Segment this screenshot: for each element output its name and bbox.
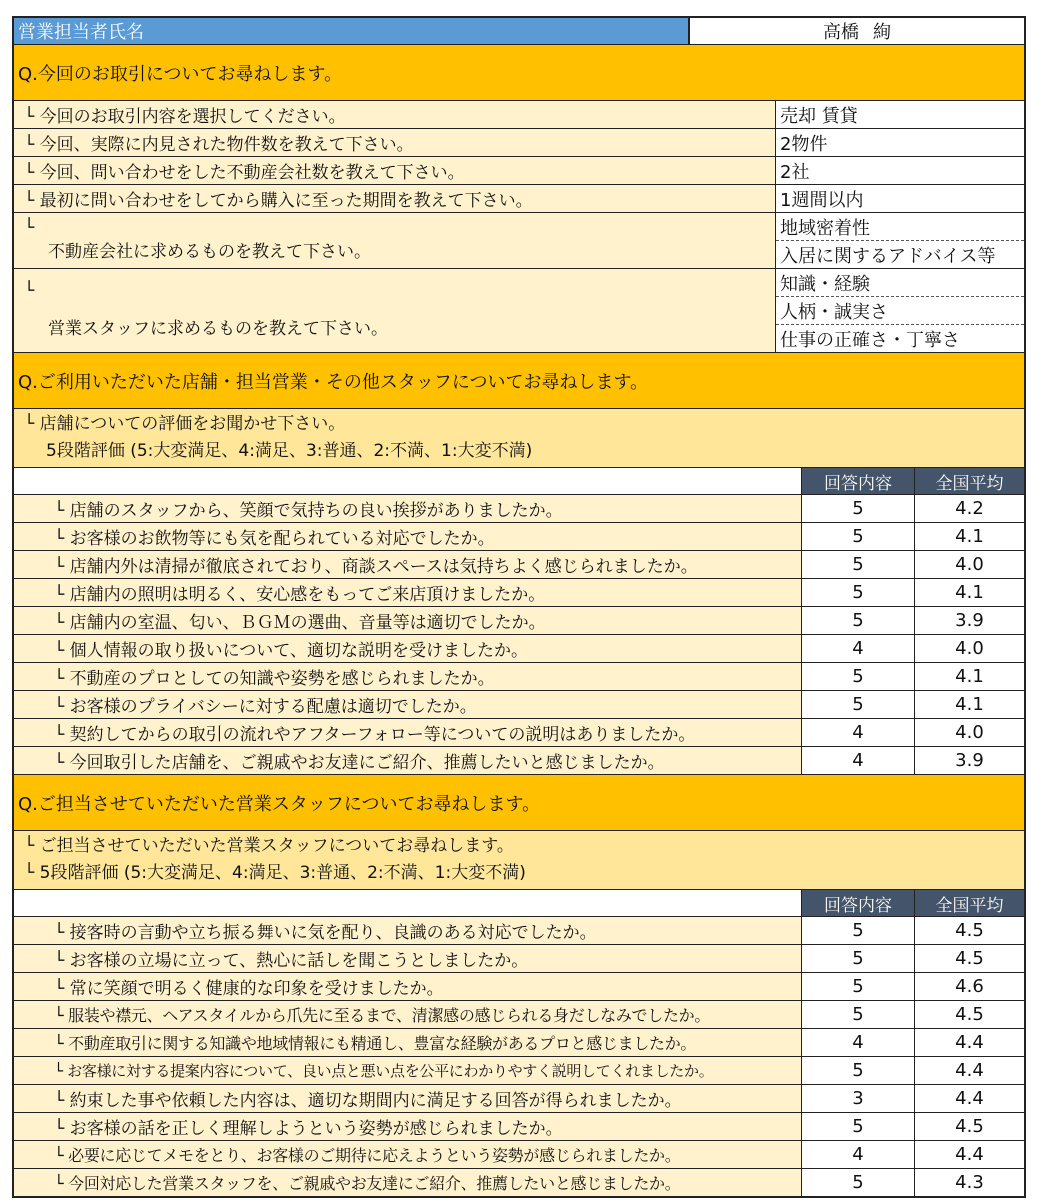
staff-name-value	[690, 18, 1024, 44]
info-row	[14, 101, 1024, 129]
info-value: 2物件	[776, 129, 1024, 156]
question: └ お客様の立場に立って、熱心に話しを聞こうとしましたか。	[14, 945, 802, 972]
table-row	[14, 1141, 1024, 1169]
question: └ 服装や襟元、ヘアスタイルから爪先に至るまで、清潔感の感じられる身だしなみでしたか。	[14, 1001, 802, 1028]
answer: 5	[802, 1113, 914, 1140]
answer: 5	[802, 1001, 914, 1028]
question: └ 契約してからの取引の流れやアフターフォロー等についての説明はありましたか。	[14, 719, 802, 746]
staff-eval-table	[14, 917, 1024, 1196]
branch-mark: └	[24, 281, 35, 301]
info-label	[14, 269, 776, 352]
intro-line: └ 5段階評価 (5:大変満足、4:満足、3:普通、2:不満、1:大変不満)	[24, 863, 526, 883]
average: 4.4	[914, 1029, 1024, 1056]
average: 3.9	[914, 607, 1024, 634]
average: 4.5	[914, 945, 1024, 972]
staff-first-name: 絢	[873, 22, 891, 43]
answer: 5	[802, 579, 914, 606]
question: └ 接客時の言動や立ち振る舞いに気を配り、良識のある対応でしたか。	[14, 917, 802, 944]
header-row	[14, 18, 1024, 45]
question: └ 店舗内の照明は明るく、安心感をもってご来店頂けましたか。	[14, 579, 802, 606]
average: 4.1	[914, 523, 1024, 550]
info-label: └ 今回のお取引内容を選択してください。	[14, 101, 776, 128]
average: 4.4	[914, 1057, 1024, 1084]
average: 4.3	[914, 1169, 1024, 1196]
answer-column-header: 回答内容	[802, 468, 914, 494]
column-header-row	[14, 890, 1024, 917]
answer: 5	[802, 917, 914, 944]
info-label: └ 今回、問い合わせをした不動産会社数を教えて下さい。	[14, 157, 776, 184]
question: └ 今回取引した店舗を、ご親戚やお友達にご紹介、推薦したいと感じましたか。	[14, 747, 802, 774]
intro-line: 5段階評価 (5:大変満足、4:満足、3:普通、2:不満、1:大変不満)	[46, 441, 533, 461]
answer: 5	[802, 607, 914, 634]
question: └ 店舗内外は清掃が徹底されており、商談スペースは気持ちよく感じられましたか。	[14, 551, 802, 578]
question: └ お客様の話を正しく理解しようという姿勢が感じられましたか。	[14, 1113, 802, 1140]
table-row	[14, 1057, 1024, 1085]
table-row	[14, 551, 1024, 579]
question: └ 店舗内の室温、匂い、ＢＧＭの選曲、音量等は適切でしたか。	[14, 607, 802, 634]
average: 4.1	[914, 663, 1024, 690]
average: 4.2	[914, 495, 1024, 522]
section3-title: Q.ご担当させていただいた営業スタッフについてお尋ねします。	[14, 775, 1024, 831]
table-row	[14, 747, 1024, 774]
table-row	[14, 1113, 1024, 1141]
average: 4.0	[914, 719, 1024, 746]
column-header-row	[14, 468, 1024, 495]
average: 3.9	[914, 747, 1024, 774]
info-value: 入居に関するアドバイス等	[776, 240, 1024, 268]
answer: 5	[802, 523, 914, 550]
info-row-multi	[14, 213, 1024, 269]
intro-line: └ ご担当させていただいた営業スタッフについてお尋ねします。	[24, 836, 514, 856]
info-value: 売却 賃貸	[776, 101, 1024, 128]
answer: 5	[802, 495, 914, 522]
section2-title: Q.ご利用いただいた店舗・担当営業・その他スタッフについてお尋ねします。	[14, 353, 1024, 409]
answer: 3	[802, 1085, 914, 1112]
answer: 4	[802, 747, 914, 774]
average: 4.1	[914, 691, 1024, 718]
answer-column-header: 回答内容	[802, 890, 914, 916]
info-value: 2社	[776, 157, 1024, 184]
question: └ 個人情報の取り扱いについて、適切な説明を受けましたか。	[14, 635, 802, 662]
info-value: 1週間以内	[776, 185, 1024, 212]
average: 4.0	[914, 551, 1024, 578]
section2-intro	[14, 409, 1024, 468]
info-value: 知識・経験	[776, 269, 1024, 296]
section3-intro	[14, 831, 1024, 890]
intro-line: └ 店舗についての評価をお聞かせ下さい。	[24, 414, 346, 434]
average: 4.4	[914, 1085, 1024, 1112]
info-label-text: 営業スタッフに求めるものを教えて下さい。	[48, 319, 388, 339]
table-row	[14, 635, 1024, 663]
info-row	[14, 129, 1024, 157]
average: 4.1	[914, 579, 1024, 606]
info-row	[14, 157, 1024, 185]
question: └ 店舗のスタッフから、笑顔で気持ちの良い挨拶がありましたか。	[14, 495, 802, 522]
info-label: └ 最初に問い合わせをしてから購入に至った期間を教えて下さい。	[14, 185, 776, 212]
question: └ 不動産のプロとしての知識や姿勢を感じられましたか。	[14, 663, 802, 690]
survey-sheet	[12, 16, 1026, 1198]
answer: 5	[802, 551, 914, 578]
average: 4.4	[914, 1141, 1024, 1168]
table-row	[14, 607, 1024, 635]
question: └ 常に笑顔で明るく健康的な印象を受けましたか。	[14, 973, 802, 1000]
info-label: └ 今回、実際に内見された物件数を教えて下さい。	[14, 129, 776, 156]
info-label-text: 不動産会社に求めるものを教えて下さい。	[48, 242, 371, 262]
table-row	[14, 663, 1024, 691]
staff-last-name: 高橋	[823, 22, 859, 43]
average: 4.5	[914, 1113, 1024, 1140]
answer: 5	[802, 663, 914, 690]
table-row	[14, 495, 1024, 523]
answer: 5	[802, 1169, 914, 1196]
staff-name-label: 営業担当者氏名	[14, 18, 690, 44]
average-column-header: 全国平均	[914, 890, 1024, 916]
info-label	[14, 213, 776, 268]
answer: 5	[802, 1057, 914, 1084]
table-row	[14, 1085, 1024, 1113]
average: 4.6	[914, 973, 1024, 1000]
answer: 5	[802, 691, 914, 718]
info-value: 地域密着性	[776, 213, 1024, 240]
question: └ 今回対応した営業スタッフを、ご親戚やお友達にご紹介、推薦したいと感じましたか。	[14, 1169, 802, 1196]
average: 4.5	[914, 917, 1024, 944]
average: 4.0	[914, 635, 1024, 662]
table-row	[14, 579, 1024, 607]
answer: 4	[802, 719, 914, 746]
section1-title: Q.今回のお取引についてお尋ねします。	[14, 45, 1024, 101]
table-row	[14, 523, 1024, 551]
table-row	[14, 719, 1024, 747]
table-row	[14, 945, 1024, 973]
info-value: 仕事の正確さ・丁寧さ	[776, 324, 1024, 352]
info-row	[14, 185, 1024, 213]
table-row	[14, 1169, 1024, 1196]
question: └ 約束した事や依頼した内容は、適切な期間内に満足する回答が得られましたか。	[14, 1085, 802, 1112]
answer: 5	[802, 945, 914, 972]
question: └ お客様のプライバシーに対する配慮は適切でしたか。	[14, 691, 802, 718]
answer: 4	[802, 635, 914, 662]
table-row	[14, 691, 1024, 719]
table-row	[14, 917, 1024, 945]
answer: 4	[802, 1141, 914, 1168]
average: 4.5	[914, 1001, 1024, 1028]
store-eval-table	[14, 495, 1024, 775]
table-row	[14, 1029, 1024, 1057]
question: └ お客様に対する提案内容について、良い点と悪い点を公平にわかりやすく説明してくれましたか。	[14, 1057, 802, 1084]
table-row	[14, 1001, 1024, 1029]
branch-mark: └	[24, 218, 35, 238]
info-value: 人柄・誠実さ	[776, 296, 1024, 324]
answer: 4	[802, 1029, 914, 1056]
info-row-multi	[14, 269, 1024, 353]
question: └ 不動産取引に関する知識や地域情報にも精通し、豊富な経験があるプロと感じましたか。	[14, 1029, 802, 1056]
average-column-header: 全国平均	[914, 468, 1024, 494]
question: └ お客様のお飲物等にも気を配られている対応でしたか。	[14, 523, 802, 550]
question: └ 必要に応じてメモをとり、お客様のご期待に応えようという姿勢が感じられましたか。	[14, 1141, 802, 1168]
table-row	[14, 973, 1024, 1001]
answer: 5	[802, 973, 914, 1000]
